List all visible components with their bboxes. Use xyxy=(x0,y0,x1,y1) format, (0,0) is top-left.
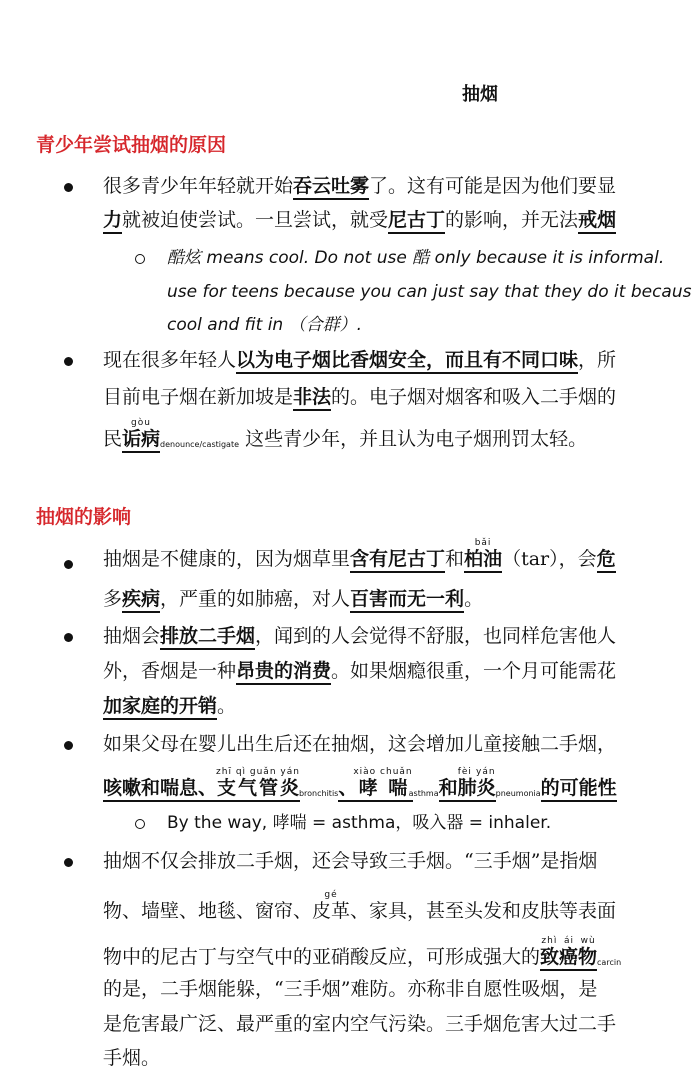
text: （tar），会 xyxy=(502,548,597,570)
page-title: 抽烟 xyxy=(462,84,498,105)
text: 的影响，并无法 xyxy=(445,209,579,231)
text: 的。电子烟对烟客和吸入二手烟的 xyxy=(331,386,617,408)
key-phrase: 致癌物 xyxy=(540,946,597,971)
pinyin-annotation: zhì ái wù xyxy=(540,936,598,946)
key-phrase: 加家庭的开销 xyxy=(103,695,217,720)
s1-b2-line3 xyxy=(103,418,587,459)
s2-b4-line4: 的是，二手烟能躲，“三手烟”难防。亦称非自愿性吸烟，是 xyxy=(103,978,598,1000)
pinyin-annotation: zhī qì guǎn yán xyxy=(216,767,300,777)
bullet-dot xyxy=(64,357,73,366)
s2-b2-line1 xyxy=(103,622,616,650)
bullet-dot xyxy=(64,183,73,192)
english-gloss: asthma xyxy=(408,789,439,798)
s2-b2-line3 xyxy=(103,692,236,720)
text: 物中的尼古丁与空气中的亚硝酸反应，可形成强大的 xyxy=(103,946,541,968)
key-phrase: 危 xyxy=(597,548,616,573)
key-phrase: 支气管炎 xyxy=(216,777,300,802)
bullet-dot xyxy=(64,633,73,642)
text: 物、墙壁、地毯、窗帘、 xyxy=(103,900,313,922)
s1-b2-line2 xyxy=(103,383,616,411)
text: 、家具，甚至头发和皮肤等表面 xyxy=(350,900,617,922)
text: 多 xyxy=(103,588,123,610)
text: ，严重的如肺癌，对人 xyxy=(160,588,351,610)
bullet-dot xyxy=(64,560,73,569)
key-phrase: 诟病 xyxy=(122,428,160,453)
text: 抽烟是不健康的，因为烟草里 xyxy=(103,548,351,570)
s2-b4-line6: 手烟。 xyxy=(103,1047,161,1069)
text: 。如果烟瘾很重，一个月可能需花 xyxy=(331,660,617,682)
pinyin-annotation: gòu xyxy=(122,418,161,428)
key-phrase: 、 xyxy=(338,777,357,802)
text: 现在很多年轻人 xyxy=(103,349,237,371)
s1-b1-line2 xyxy=(103,206,616,234)
text: 抽烟会 xyxy=(103,625,161,647)
key-phrase: 百害而无一利 xyxy=(350,588,464,613)
s1-b1-line1 xyxy=(103,172,616,200)
key-phrase: 尼古丁 xyxy=(388,209,445,234)
key-phrase: 排放二手烟 xyxy=(160,625,255,650)
text: 外，香烟是一种 xyxy=(103,660,237,682)
key-phrase: 哮喘 xyxy=(353,777,412,802)
key-phrase: 疾病 xyxy=(122,588,160,613)
text: 了。这有可能是因为他们要显 xyxy=(369,175,617,197)
pinyin-annotation: gé xyxy=(312,890,351,900)
s1-b1-note3: cool and fit in （合群）. xyxy=(167,315,363,335)
s2-b1-line1 xyxy=(103,538,616,573)
text: 如果父母在婴儿出生后还在抽烟，这会增加儿童接触二手烟， xyxy=(103,733,617,755)
s1-b2-line1 xyxy=(103,346,616,374)
s2-b1-line2 xyxy=(103,585,483,613)
text: 。 xyxy=(217,695,237,717)
s2-b4-line2 xyxy=(103,890,616,925)
key-phrase: 吞云吐雾 xyxy=(293,175,369,200)
key-phrase: 昂贵的消费 xyxy=(236,660,331,685)
key-phrase: 肺炎 xyxy=(458,777,496,802)
text: ，所 xyxy=(578,349,617,371)
text: 很多青少年年轻就开始 xyxy=(103,175,294,197)
section-heading-reasons: 青少年尝试抽烟的原因 xyxy=(36,134,227,156)
s2-b3-note1: By the way, 哮喘 = asthma，吸入器 = inhaler. xyxy=(167,813,552,833)
key-phrase: 以为电子烟比香烟安全，而且有不同口味 xyxy=(236,349,578,374)
s2-b3-line1 xyxy=(103,730,616,758)
key-phrase: 咳嗽和喘息、 xyxy=(103,777,217,802)
text: 和 xyxy=(445,548,465,570)
section-heading-effects: 抽烟的影响 xyxy=(36,506,132,528)
english-gloss: carcin xyxy=(597,958,622,967)
key-phrase: 的可能性 xyxy=(541,777,617,802)
english-gloss: bronchitis xyxy=(298,789,339,798)
s1-b1-note1: 酷炫 means cool. Do not use 酷 only because it is informal. xyxy=(167,248,665,268)
text: 。 xyxy=(464,588,484,610)
pinyin-annotation: fèi yán xyxy=(457,767,496,777)
english-gloss: pneumonia xyxy=(495,789,541,798)
pinyin-annotation: bǎi xyxy=(464,538,503,548)
text: 民 xyxy=(103,428,123,450)
key-phrase: 柏油 xyxy=(464,548,502,573)
bullet-dot xyxy=(64,858,73,867)
sub-bullet-circle xyxy=(135,819,145,829)
bullet-dot xyxy=(64,741,73,750)
key-phrase: 含有尼古丁 xyxy=(350,548,445,573)
key-phrase: 和 xyxy=(439,777,458,802)
text: 就被迫使尝试。一旦尝试，就受 xyxy=(122,209,389,231)
english-gloss: denounce/castigate xyxy=(160,440,240,449)
s2-b4-line3 xyxy=(103,936,621,977)
key-phrase: 戒烟 xyxy=(578,209,616,234)
s2-b3-line2 xyxy=(103,767,617,808)
text: 这些青少年，并且认为电子烟刑罚太轻。 xyxy=(239,428,588,450)
text: 目前电子烟在新加坡是 xyxy=(103,386,294,408)
s2-b4-line5: 是危害最广泛、最严重的室内空气污染。三手烟危害大过二手 xyxy=(103,1013,617,1035)
s1-b1-note2: use for teens because you can just say that they do it becaus xyxy=(167,282,692,302)
text: 皮革 xyxy=(312,900,351,922)
sub-bullet-circle xyxy=(135,254,145,264)
key-phrase: 力 xyxy=(103,209,122,234)
text: ，闻到的人会觉得不舒服，也同样危害他人 xyxy=(255,625,617,647)
s2-b4-line1: 抽烟不仅会排放二手烟，还会导致三手烟。“三手烟”是指烟 xyxy=(103,850,598,872)
pinyin-annotation: xiào chuǎn xyxy=(353,767,413,777)
s2-b2-line2 xyxy=(103,657,616,685)
key-phrase: 非法 xyxy=(293,386,331,411)
